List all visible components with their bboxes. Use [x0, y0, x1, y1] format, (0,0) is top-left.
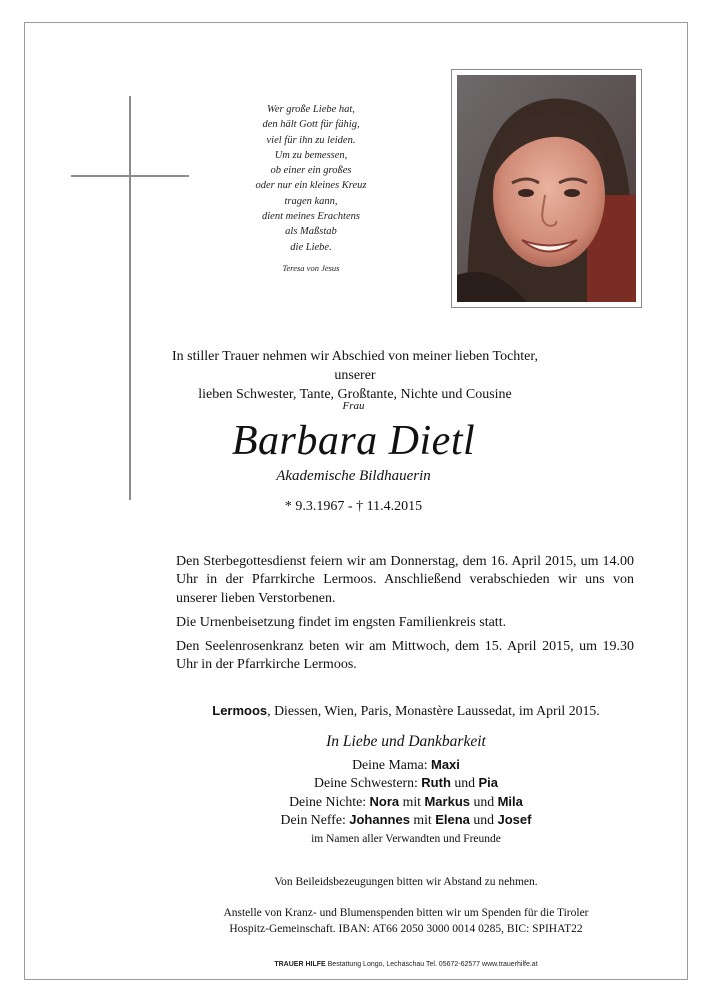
family-label: Deine Schwestern: — [314, 775, 422, 791]
poem-line: den hält Gott für fähig, — [262, 119, 360, 131]
intro-line: lieben Schwester, Tante, Großtante, Nichte und Cousine — [198, 387, 512, 402]
deceased-profession: Akademische Bildhauerin — [276, 468, 431, 484]
poem-line: Um zu bemessen, — [274, 149, 348, 161]
salutation: Frau — [342, 400, 365, 412]
family-member: Pia — [478, 775, 498, 791]
service-details — [176, 553, 634, 681]
donation-line: Hospitz-Gemeinschaft. IBAN: AT66 2050 3000 0014 0285, BIC: SPIHAT22 — [229, 922, 583, 935]
deceased-name: Barbara Dietl — [231, 418, 476, 464]
family-member: Markus — [424, 793, 470, 809]
urn-paragraph: Die Urnenbeisetzung findet im engsten Familienkreis statt. — [176, 614, 507, 630]
conjunction: und — [469, 812, 498, 828]
footer-contact: Bestattung Longo, Lechaschau Tel. 05672-62577 www.trauerhilfe.at — [325, 961, 538, 968]
family-member: Elena — [435, 812, 470, 828]
conjunction: mit — [399, 793, 425, 809]
location-line — [0, 703, 707, 719]
cross-icon-bar — [71, 175, 189, 177]
family-member: Ruth — [421, 775, 451, 791]
conjunction: mit — [409, 812, 436, 828]
poem-line: ob einer ein großes — [270, 165, 352, 177]
rosary-paragraph: Den Seelenrosenkranz beten wir am Mittwoch, dem 15. April 2015, um 19.30 Uhr in der Pfarrkirche Lermoos. — [176, 639, 634, 673]
funeral-paragraph: Den Sterbegottesdienst feiern wir am Donnerstag, dem 16. April 2015, um 14.00 Uhr in der Pfarrkirche Lermoos. Anschließend verabschieden wir uns von unserer lieben Verstorbenen. — [176, 554, 634, 606]
family-line — [0, 756, 707, 774]
poem — [236, 102, 386, 276]
family-line — [0, 774, 707, 792]
poem-line: dient meines Erachtens — [262, 211, 360, 223]
condolence-note: Von Beileidsbezeugungen bitten wir Abstand zu nehmen. — [274, 876, 538, 888]
family-member: Maxi — [431, 757, 460, 772]
family-line — [0, 793, 707, 811]
family-line — [0, 811, 707, 829]
life-dates: * 9.3.1967 - † 11.4.2015 — [284, 499, 423, 514]
donation-note — [0, 906, 707, 937]
portrait-frame — [451, 69, 642, 308]
family-label: Deine Nichte: — [289, 793, 370, 809]
family-label: Deine Mama: — [352, 757, 431, 772]
location-rest: , Diessen, Wien, Paris, Monastère Laussedat, im April 2015. — [267, 703, 600, 718]
donation-line: Anstelle von Kranz- und Blumenspenden bitten wir um Spenden für die Tiroler — [223, 907, 589, 919]
conjunction: und — [470, 793, 498, 809]
poem-line: Wer große Liebe hat, — [267, 104, 355, 115]
location-main: Lermoos — [212, 703, 268, 718]
family-member: Johannes — [349, 812, 410, 828]
poem-author: Teresa von Jesus — [282, 262, 340, 273]
thanks-heading: In Liebe und Dankbarkeit — [326, 733, 486, 750]
footer-imprint — [0, 961, 707, 968]
footer-brand: TRAUER HILFE — [274, 961, 326, 968]
family-member: Mila — [497, 793, 523, 809]
portrait-image — [457, 75, 636, 302]
intro-text — [150, 347, 560, 404]
conjunction: und — [450, 775, 479, 791]
intro-line: In stiller Trauer nehmen wir Abschied von meiner lieben Tochter, unserer — [171, 349, 538, 383]
poem-line: viel für ihn zu leiden. — [266, 134, 356, 146]
mourners-list — [0, 756, 707, 848]
poem-line: die Liebe. — [290, 241, 332, 253]
family-member: Nora — [369, 793, 400, 809]
family-label: Dein Neffe: — [280, 812, 350, 828]
portrait-photo — [457, 75, 636, 302]
poem-line: als Maßstab — [285, 226, 337, 238]
relatives-note: im Namen aller Verwandten und Freunde — [311, 832, 501, 845]
family-member: Josef — [497, 812, 532, 828]
poem-line: oder nur ein kleines Kreuz — [255, 180, 367, 192]
poem-line: tragen kann, — [284, 195, 338, 207]
